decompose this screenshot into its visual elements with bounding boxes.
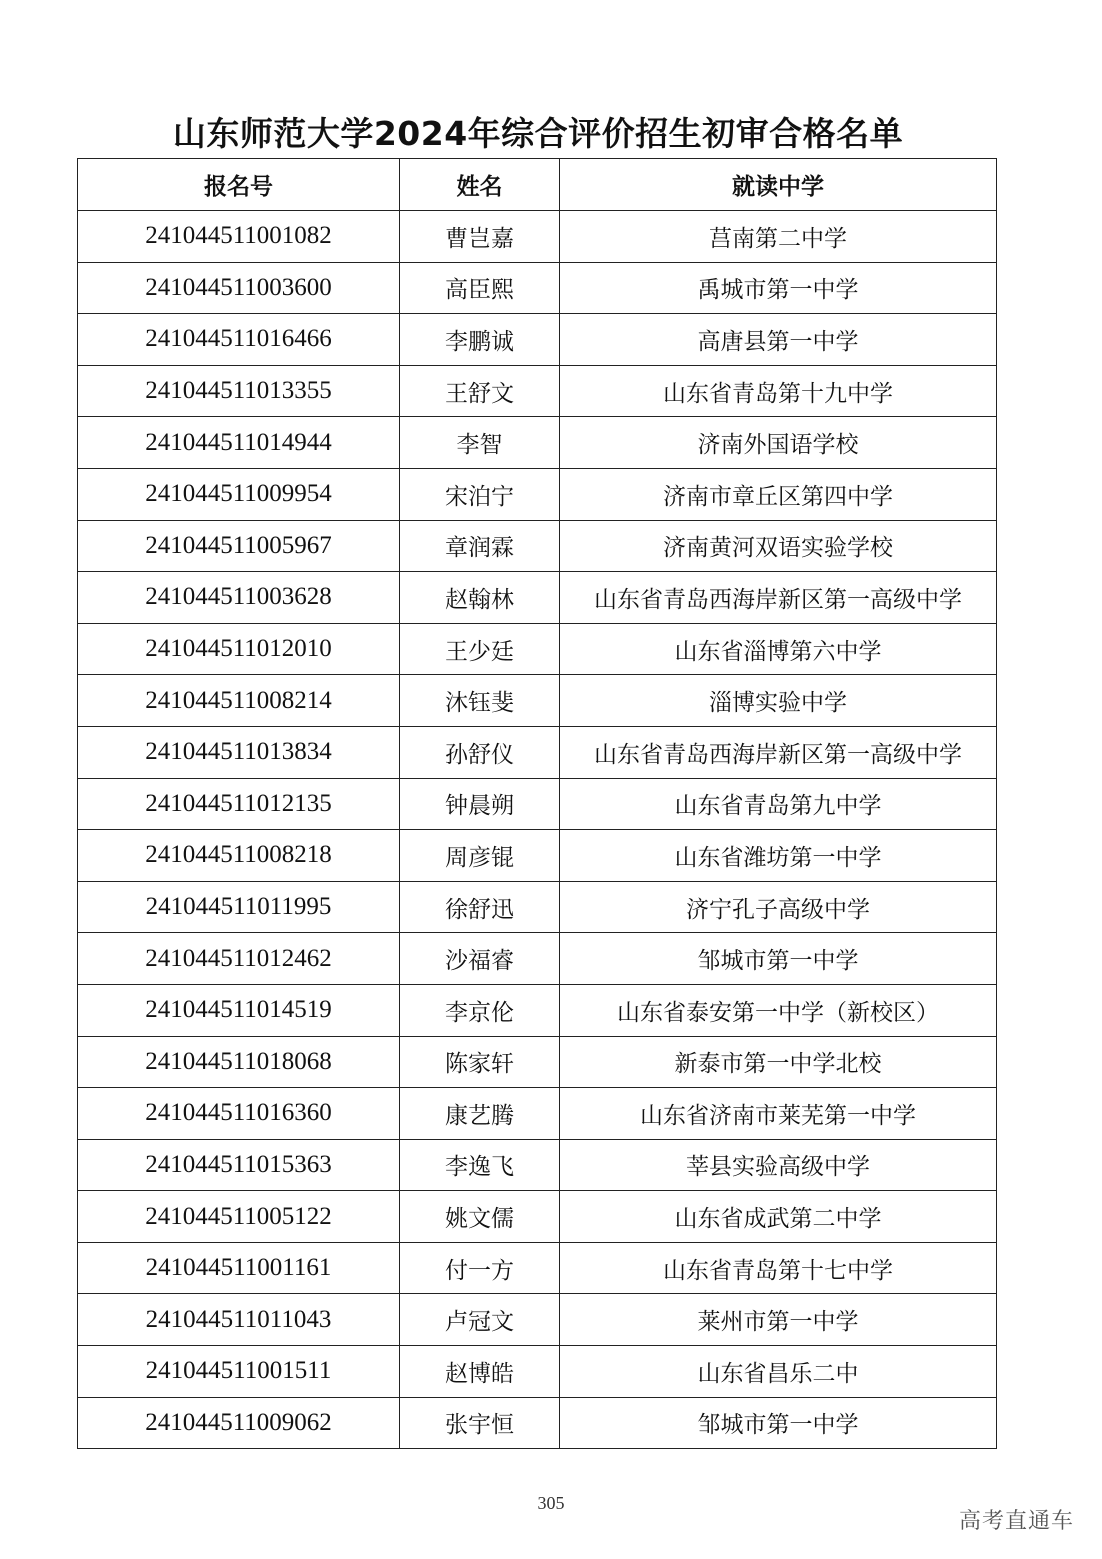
school-cell: 高唐县第一中学 — [560, 314, 997, 366]
school-cell: 山东省青岛第十七中学 — [560, 1242, 997, 1294]
student-name-cell: 周彦锟 — [400, 830, 560, 882]
registration-number-cell: 241044511009954 — [78, 468, 400, 520]
student-name-cell: 赵博皓 — [400, 1346, 560, 1398]
school-cell: 山东省昌乐二中 — [560, 1346, 997, 1398]
table-row — [78, 1346, 997, 1398]
school-cell: 淄博实验中学 — [560, 675, 997, 727]
registration-number-cell: 241044511005967 — [78, 520, 400, 572]
student-name-cell: 沙福睿 — [400, 933, 560, 985]
registration-number-cell: 241044511018068 — [78, 1036, 400, 1088]
table-row — [78, 314, 997, 366]
registration-number-cell: 241044511001511 — [78, 1346, 400, 1398]
student-name-cell: 王少廷 — [400, 623, 560, 675]
registration-number-cell: 241044511014944 — [78, 417, 400, 469]
school-cell: 济宁孔子高级中学 — [560, 881, 997, 933]
table-row — [78, 468, 997, 520]
registration-number-cell: 241044511016360 — [78, 1088, 400, 1140]
registration-number-cell: 241044511011995 — [78, 881, 400, 933]
table-row — [78, 933, 997, 985]
registration-number-cell: 241044511008218 — [78, 830, 400, 882]
table-row — [78, 1397, 997, 1449]
student-name-cell: 宋泊宁 — [400, 468, 560, 520]
school-cell: 莱州市第一中学 — [560, 1294, 997, 1346]
student-name-cell: 王舒文 — [400, 365, 560, 417]
registration-number-cell: 241044511011043 — [78, 1294, 400, 1346]
registration-number-cell: 241044511012010 — [78, 623, 400, 675]
registration-number-cell: 241044511003628 — [78, 572, 400, 624]
registration-number-cell: 241044511015363 — [78, 1139, 400, 1191]
school-cell: 山东省成武第二中学 — [560, 1191, 997, 1243]
table-row — [78, 830, 997, 882]
table-row — [78, 365, 997, 417]
student-name-cell: 赵翰林 — [400, 572, 560, 624]
registration-number-cell: 241044511014519 — [78, 984, 400, 1036]
student-name-cell: 高臣熙 — [400, 262, 560, 314]
student-name-cell: 李逸飞 — [400, 1139, 560, 1191]
school-cell: 山东省泰安第一中学（新校区） — [560, 984, 997, 1036]
table-row — [78, 262, 997, 314]
table-row — [78, 1088, 997, 1140]
school-cell: 山东省青岛西海岸新区第一高级中学 — [560, 726, 997, 778]
student-name-cell: 沐钰斐 — [400, 675, 560, 727]
registration-number-cell: 241044511001082 — [78, 211, 400, 263]
school-cell: 禹城市第一中学 — [560, 262, 997, 314]
page-number: 305 — [537, 1493, 565, 1513]
page-title: 山东师范大学2024年综合评价招生初审合格名单 — [172, 114, 904, 153]
table-row — [78, 726, 997, 778]
table-header-row — [78, 159, 997, 211]
school-cell: 莘县实验高级中学 — [560, 1139, 997, 1191]
table-row — [78, 675, 997, 727]
student-name-cell: 陈家轩 — [400, 1036, 560, 1088]
column-header-school: 就读中学 — [560, 159, 997, 211]
table-row — [78, 1139, 997, 1191]
table-row — [78, 1294, 997, 1346]
student-name-cell: 曹岂嘉 — [400, 211, 560, 263]
student-name-cell: 李智 — [400, 417, 560, 469]
table-row — [78, 778, 997, 830]
student-name-cell: 李鹏诚 — [400, 314, 560, 366]
table-row — [78, 1242, 997, 1294]
school-cell: 邹城市第一中学 — [560, 1397, 997, 1449]
school-cell: 济南市章丘区第四中学 — [560, 468, 997, 520]
student-name-cell: 章润霖 — [400, 520, 560, 572]
registration-number-cell: 241044511016466 — [78, 314, 400, 366]
registration-number-cell: 241044511001161 — [78, 1242, 400, 1294]
school-cell: 山东省淄博第六中学 — [560, 623, 997, 675]
registration-number-cell: 241044511012462 — [78, 933, 400, 985]
school-cell: 新泰市第一中学北校 — [560, 1036, 997, 1088]
table-row — [78, 984, 997, 1036]
registration-number-cell: 241044511003600 — [78, 262, 400, 314]
registration-number-cell: 241044511005122 — [78, 1191, 400, 1243]
table-row — [78, 211, 997, 263]
watermark: 高考直通车 — [958, 1509, 1074, 1534]
school-cell: 山东省潍坊第一中学 — [560, 830, 997, 882]
registration-number-cell: 241044511013355 — [78, 365, 400, 417]
student-name-cell: 付一方 — [400, 1242, 560, 1294]
student-name-cell: 钟晨朔 — [400, 778, 560, 830]
registration-number-cell: 241044511009062 — [78, 1397, 400, 1449]
column-header-name: 姓名 — [400, 159, 560, 211]
student-name-cell: 姚文儒 — [400, 1191, 560, 1243]
school-cell: 山东省青岛西海岸新区第一高级中学 — [560, 572, 997, 624]
table-row — [78, 572, 997, 624]
school-cell: 山东省济南市莱芜第一中学 — [560, 1088, 997, 1140]
student-name-cell: 张宇恒 — [400, 1397, 560, 1449]
table-row — [78, 1036, 997, 1088]
admission-list-table — [77, 158, 997, 1449]
student-name-cell: 徐舒迅 — [400, 881, 560, 933]
table-row — [78, 881, 997, 933]
school-cell: 莒南第二中学 — [560, 211, 997, 263]
school-cell: 济南外国语学校 — [560, 417, 997, 469]
registration-number-cell: 241044511012135 — [78, 778, 400, 830]
column-header-registration-number: 报名号 — [78, 159, 400, 211]
table-row — [78, 623, 997, 675]
student-name-cell: 卢冠文 — [400, 1294, 560, 1346]
school-cell: 济南黄河双语实验学校 — [560, 520, 997, 572]
school-cell: 山东省青岛第九中学 — [560, 778, 997, 830]
student-name-cell: 李京伦 — [400, 984, 560, 1036]
table-row — [78, 1191, 997, 1243]
school-cell: 山东省青岛第十九中学 — [560, 365, 997, 417]
student-name-cell: 孙舒仪 — [400, 726, 560, 778]
student-name-cell: 康艺腾 — [400, 1088, 560, 1140]
registration-number-cell: 241044511013834 — [78, 726, 400, 778]
registration-number-cell: 241044511008214 — [78, 675, 400, 727]
school-cell: 邹城市第一中学 — [560, 933, 997, 985]
table-row — [78, 520, 997, 572]
table-row — [78, 417, 997, 469]
